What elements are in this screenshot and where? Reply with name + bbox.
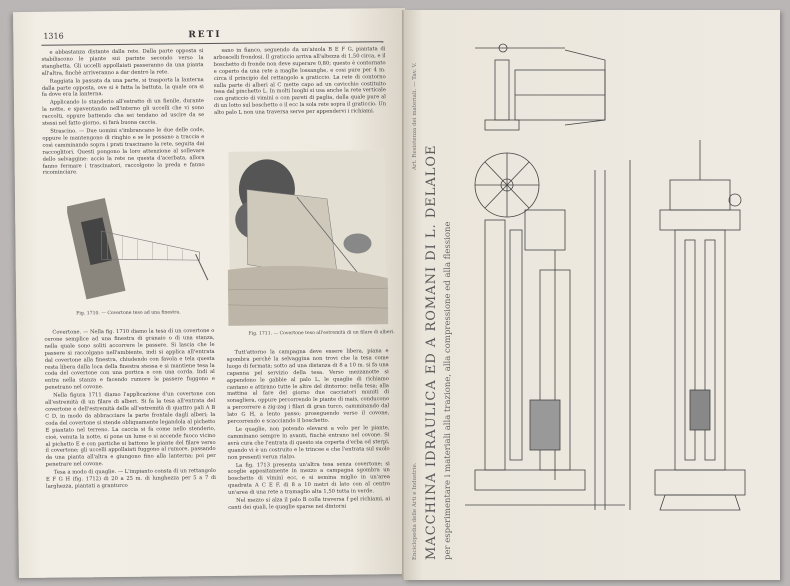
figure-caption-1711: Fig. 1711. — Covertone teso all'estremità di un filare di alberi. bbox=[248, 330, 395, 337]
paragraph: Covertone. — Nella fig. 1710 diamo la tesa di un covertone o cerone semplice ad una finestra di granaio o di una stanza, nella quale sono soliti accorrere le passere. Si lascia che le passere si raccolgano nell'ambiente, indi si applica all'entrata dal covertone alla finestra, chiudendo con favola e tela questa resta libera dalla loca della finestra stessa e si mantiene tesa la coda del covertone con una portica e con una corda. Indi al entra nella stanza e facendo rumore le passere fuggono e penetrano nel covone. bbox=[44, 327, 215, 392]
paragraph: Applicando lo standerio all'estratto di un fienile, durante la notte, e spaventando nell'interno gli uccelli che vi sono raccolti, oppure battendo che sei tendano ad uscire da se stessi nel fatto giorno, si farà buona caccia. bbox=[42, 98, 205, 127]
left-page bbox=[13, 8, 411, 578]
paragraph: Raggiata la passata da una parte, si trasporta la lanterna dalla parte opposta, ove si è fatta la battuta, la quale ora si fa dove era la lanterna. bbox=[41, 76, 204, 99]
figure-caption-1710: Fig. 1710. — Covertone teso ad una finestra. bbox=[76, 310, 181, 317]
page-number: 1316 bbox=[43, 31, 64, 41]
text-column-a bbox=[41, 48, 204, 178]
plate-title: MACCHINA IDRAULICA ED A ROMANI DI L. DELALOE bbox=[424, 144, 439, 560]
hydraulic-machine-drawing bbox=[455, 30, 775, 540]
paragraph: Tesa a modo di quaglie. — L'impianto consta di un rettangolo E F G H (fig. 1712) di 20 a 25 m. di lunghezza per 5 a 7 di larghezza, piantati a granturco bbox=[45, 468, 216, 490]
paragraph: La fig. 1713 presenta un'altra tesa senza covertone; si scoglie appositamente in mezzo a campagna sgombra un boschetto di viminì ecc, e si semina miglio in un'area quadrata A C E F, di 8 a 10 metri di lato con al centro un'area di una rete a tramaglio alta 1,50 tutta in verde. bbox=[227, 460, 391, 496]
running-title: RETI bbox=[188, 29, 222, 41]
figure-1710-window-net bbox=[67, 180, 216, 302]
figure-1711-tree-net bbox=[227, 148, 389, 328]
paragraph: Le quaglie, non potendo elevarsi a volo per le piante, camminano sempre in avanti, finchè entrano nel covone. Si avrà cura che l'entrata di questo sia coperta d'erba od sterpi, quando vi è un costruito e le trincee e che l'entrata sul suolo non presenti verun rialzo. bbox=[227, 425, 390, 461]
paragraph: e abbastanza distante dalla rete. Dalla parte opposta si stabiliscono le piante sui parinte secondo verso la stanghetta. Gli uccelli appollaiati passeranno da una pianta all'altra, finchè arriveranno a dar dentro la rete. bbox=[41, 48, 204, 77]
text-column-b bbox=[213, 46, 386, 118]
paragraph: Nel mezzo si alza il palo B colla traversa f pel richiami, ai canti dei quali, le quaglie sparse nei dintorni bbox=[228, 496, 391, 511]
paragraph: Tutt'attorno la campagna deve essere libera, piana e sgombra perché la selvaggina non trovi che la tesa come luogo di fermata; sotto ad una distanza di 8 a 10 m. si fa una capanna pel servizio della tesa. Verso mezzanotte si appendono le gabbie al palo L, le quaglie di richiamo cantano e attirano tutte le altre del dintorno: nella tesa; alla mattina al fare del giorno due cacciatori muniti di sonagliera, oppure percorrendo le piante di mais, conducono a percorrere a zig-zag i filari di gran turco, camminando dal lato G H, a lento passo; proseguendo verso il covone, percorrendo e scacciando il boschetto. bbox=[226, 348, 390, 425]
paragraph: Strascino. — Due uomini s'imbrancano le due delle code, oppure le mantengono di ringhio e se le possano a traccia e così camminando sopra i prati trascinano la rete, seguita dai raccoglitori. Questi pongono la loro attenzione al sollevare dello selvaggine: accio la rete ne questa d'acerbata, allora fanno fermare i trascinatori, raccolgono la preda e fanno ricominciare. bbox=[42, 127, 205, 177]
paragraph: sano in fianco, seguendo da un'aiuola B E F G, piantata di arboscelli frondosi. Il graticcio arriva all'altezza di 1,50 circa, e il boschetto di fronde non deve superare 0,80; questo è contornato e coperto da una rete a maglie lossanghe, e cosi pure per 4 m. circa il principio del rettangolo a graticcio. La rete di contorno sulla parte di alberi al C mette capo ad un cavicchio costituito tesa dal pinchetto L. In molti luoghi si usa anche la rete verticale con graticcio di viminì o con pareti di paglia, dalla quale pure al di un lotto sul boschetto o il ecc la sola rete sopra il graticcio. Un alto palo L non una traversa serve per appendervi i richiami. bbox=[213, 46, 387, 117]
text-column-d bbox=[227, 348, 391, 513]
plate-footer: Enciclopedia delle Arti e Industrie. bbox=[412, 462, 418, 560]
plate-header: Art. Resistenza dei materiali. — Tav. V. bbox=[412, 62, 418, 170]
text-column-c bbox=[44, 328, 216, 492]
plate-subtitle: per esperimentare i materiali alla trazione, alla compressione ed alla flessione bbox=[443, 221, 453, 560]
header-rule bbox=[41, 41, 383, 46]
paragraph: Nella figura 1711 diamo l'applicazione d'un covertone con all'estremità di un filare di alberi. Si fa la tesa all'entrata del covertone e dell'estremità delle all'estremità di quattro pali A B C D, in modo da abbracciare la parte frontale dagli alberi; la coda del covertone si stende obliquamente legandola al pichetto E piantato nel terreno. La caccia si fa come nello stenderio, cioè, venuta la notte, si pone un lume o si accende fuoco vicino al pichetto E e con partiche si battono le piante del filare verso il covertone; gli uccelli appollaiati fuggono al rumore, passando da una pianta all'altra e giungono fino alla lanterna; poi per penetrare nel covone. bbox=[45, 391, 216, 468]
